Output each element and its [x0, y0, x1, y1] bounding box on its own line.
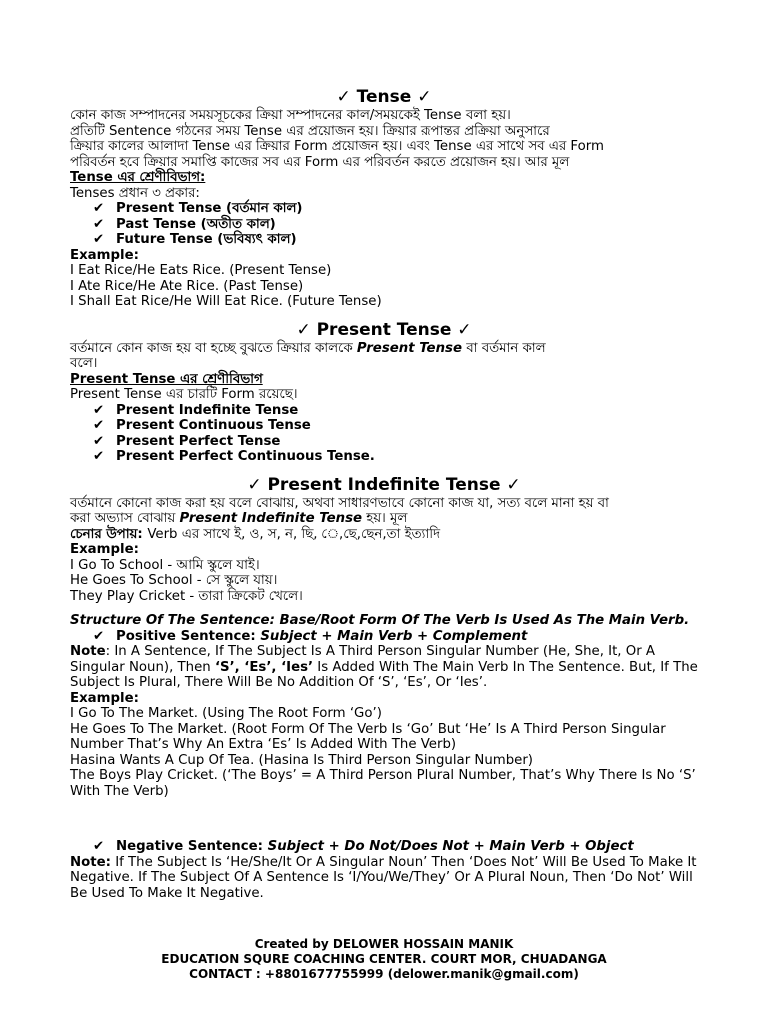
tense-intro-line-3: ক্রিয়ার কালের আলাদা Tense এর ক্রিয়ার Form প্রয়োজন হয়। এবং Tense এর সাথে সব এর Form	[70, 139, 604, 154]
list-item-label: Present Indefinite Tense	[116, 402, 299, 418]
list-item	[93, 403, 698, 419]
tense-example-label: Example:	[70, 247, 139, 263]
list-item-label: Past Tense (অতীত কাল)	[116, 216, 276, 232]
note-text: : In A Sentence, If The Subject Is A Third Person Singular Number (He, She, It, Or A Singular Noun), Then	[70, 644, 656, 675]
note-text-end: Is Added With The Main Verb In The Sentence. But, If The Subject Is Plural, There Will Be No Addition Of ‘S’, ‘Es’, Or ‘Ies’.	[70, 659, 698, 690]
indefinite-intro-text-end: হয়। মূল	[362, 511, 408, 526]
footer-contact: CONTACT : +8801677755999 (delower.manik@gmail.com)	[189, 967, 579, 981]
note-text: If The Subject Is ‘He/She/It Or A Singular Noun’ Then ‘Does Not’ Will Be Used To Make It Negative. If The Subject Of A Sentence Is ‘I/You/We/They’ Or A Plural Noun, Then ‘Do Not’ Will Be Used To Make It Negative.	[70, 854, 697, 901]
tense-example-2: I Ate Rice/He Ate Rice. (Past Tense)	[70, 278, 304, 294]
indefinite-intro-emphasis: Present Indefinite Tense	[179, 511, 362, 526]
example2-2: He Goes To The Market. (Root Form Of The Verb Is ‘Go’ But ‘He’ Is A Third Person Singular Number That’s Why An Extra ‘Es’ Is Added With The Verb)	[70, 721, 666, 752]
present-intro-text-end: বা বর্তমান কাল	[461, 340, 546, 356]
footer-author: Created by DELOWER HOSSAIN MANIK	[254, 937, 514, 951]
indefinite-sign-text: Verb এর সাথে ই, ও, স, ন, ছি, ে,ছে,ছেন,তা ইত্যাদি	[147, 526, 441, 542]
indefinite-intro-text: করা অভ্যাস বোঝায়	[70, 511, 180, 526]
tense-example-1: I Eat Rice/He Eats Rice. (Present Tense)	[70, 263, 332, 278]
list-item-label: Present Continuous Tense	[116, 418, 311, 433]
check-icon: ✔	[93, 449, 105, 464]
indefinite-example-2: He Goes To School - সে স্কুলে যায়।	[70, 573, 278, 588]
indefinite-example-1: I Go To School - আমি স্কুলে যাই।	[70, 557, 260, 573]
indefinite-intro-line-2	[70, 511, 698, 527]
indefinite-example-3: They Play Cricket - তারা ক্রিকেট খেলে।	[70, 588, 303, 604]
example2-3: Hasina Wants A Cup Of Tea. (Hasina Is Third Person Singular Number)	[70, 752, 533, 768]
indefinite-example-label: Example:	[70, 542, 139, 557]
list-item-label: Present Perfect Continuous Tense.	[116, 449, 375, 464]
note-1	[70, 644, 698, 691]
example2-1: I Go To The Market. (Using The Root Form ‘Go’)	[70, 706, 382, 721]
list-item	[93, 232, 698, 248]
check-icon: ✔	[93, 232, 105, 247]
tense-example-3: I Shall Eat Rice/He Will Eat Rice. (Future Tense)	[70, 294, 382, 309]
present-intro-line-2: বলে।	[70, 356, 98, 371]
list-item	[93, 449, 698, 465]
example-label-2: Example:	[70, 690, 139, 706]
negative-sentence-list	[70, 839, 698, 855]
tense-intro-line-2: প্রতিটি Sentence গঠনের সময় Tense এর প্রয়োজন হয়। ক্রিয়ার রূপান্তর প্রক্রিয়া অনুসারে	[70, 123, 550, 139]
tense-count-line: Tenses প্রধান ৩ প্রকার:	[70, 185, 200, 201]
present-classification-heading: Present Tense এর শ্রেণীবিভাগ	[70, 371, 263, 387]
negative-label: Negative Sentence:	[116, 839, 268, 854]
document-page	[70, 86, 698, 901]
check-icon: ✔	[93, 628, 105, 644]
positive-sentence-list	[70, 629, 698, 645]
note-emphasis: ‘S’, ‘Es’, ‘Ies’	[214, 659, 314, 675]
list-item-label: Present Perfect Tense	[116, 433, 281, 449]
positive-label: Positive Sentence:	[116, 628, 261, 644]
page-footer	[0, 937, 768, 982]
positive-formula: Subject + Main Verb + Complement	[260, 628, 528, 644]
check-icon: ✔	[93, 433, 105, 449]
indefinite-intro-line-1: বর্তমানে কোনো কাজ করা হয় বলে বোঝায়, অথবা সাধারণভাবে কোনো কাজ যা, সত্য বলে মানা হয় বা	[70, 495, 609, 511]
list-item	[93, 434, 698, 450]
indefinite-sign-line	[70, 527, 698, 543]
check-icon: ✔	[93, 216, 105, 232]
list-item-label: Present Tense (বর্তমান কাল)	[116, 201, 303, 216]
note-2	[70, 855, 698, 902]
present-count-line: Present Tense এর চারটি Form রয়েছে।	[70, 387, 298, 402]
footer-address: EDUCATION SQURE COACHING CENTER. COURT MOR, CHUADANGA	[161, 952, 607, 966]
list-item	[93, 839, 698, 855]
check-icon: ✔	[93, 201, 105, 216]
structure-heading: Structure Of The Sentence: Base/Root Form Of The Verb Is Used As The Main Verb.	[70, 613, 690, 628]
check-icon: ✔	[93, 418, 105, 433]
section-title-present-tense: ✓ Present Tense ✓	[296, 319, 472, 340]
list-item	[93, 217, 698, 233]
present-intro-line-1	[70, 341, 698, 357]
list-item	[93, 201, 698, 217]
list-item	[93, 418, 698, 434]
tense-intro-line-4: পরিবর্তন হবে ক্রিয়ার সমাপ্তি কাজের সব এর Form এর পরিবর্তন করতে প্রয়োজন হয়। আর মূল	[70, 154, 570, 170]
tense-types-list	[70, 201, 698, 248]
section-title-tense: ✓ Tense ✓	[336, 87, 432, 107]
tense-intro-line-1: কোন কাজ সম্পাদনের সময়সূচকের ক্রিয়া সম্পাদনের কাল/সময়কেই Tense বলা হয়।	[70, 108, 511, 123]
check-icon: ✔	[93, 402, 105, 418]
list-item-label: Future Tense (ভবিষ্যৎ কাল)	[116, 232, 297, 247]
example2-4: The Boys Play Cricket. (‘The Boys’ = A Third Person Plural Number, That’s Why There Is No ‘S’ With The Verb)	[70, 768, 696, 799]
note-label: Note:	[70, 854, 111, 870]
present-intro-text: বর্তমানে কোন কাজ হয় বা হচ্ছে বুঝতে ক্রিয়ার কালকে	[70, 340, 357, 356]
check-icon: ✔	[93, 839, 105, 854]
present-types-list	[70, 403, 698, 465]
note-label: Note	[70, 644, 106, 659]
list-item	[93, 629, 698, 645]
tense-classification-heading: Tense এর শ্রেণীবিভাগ:	[70, 170, 206, 185]
negative-formula: Subject + Do Not/Does Not + Main Verb + Object	[267, 839, 634, 854]
indefinite-sign-label: চেনার উপায়:	[70, 526, 148, 542]
present-intro-emphasis: Present Tense	[356, 340, 462, 356]
section-title-present-indefinite: ✓ Present Indefinite Tense ✓	[247, 474, 521, 495]
